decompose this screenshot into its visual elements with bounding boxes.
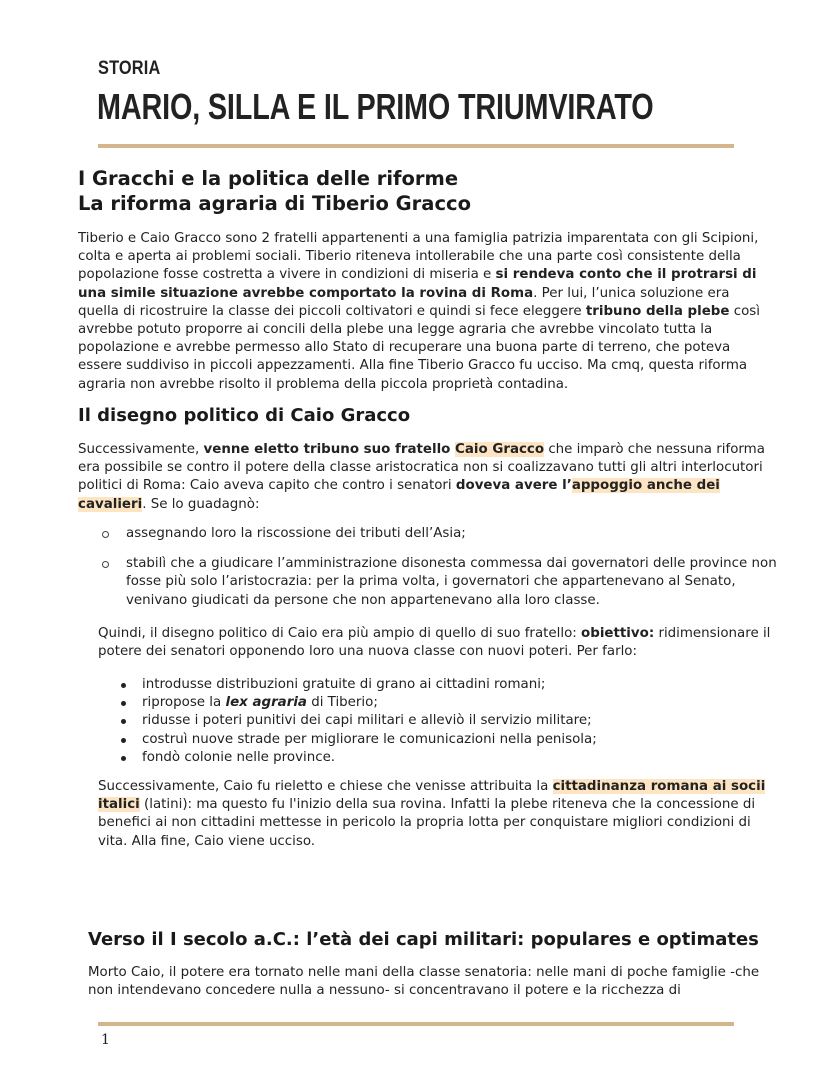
section-title-caio: Il disegno politico di Caio Gracco	[78, 405, 411, 426]
list-item: fondò colonie nelle province.	[116, 749, 766, 767]
section-subtitle-riforma-agraria: La riforma agraria di Tiberio Gracco	[78, 192, 471, 215]
list-item: introdusse distribuzioni gratuite di grano ai cittadini romani;	[116, 676, 766, 694]
cavalieri-list	[98, 525, 778, 610]
list-item: costruì nuove strade per migliorare le comunicazioni nella penisola;	[116, 731, 766, 749]
paragraph-tiberio: Tiberio e Caio Gracco sono 2 fratelli appartenenti a una famiglia patrizia imparentata con gli Scipioni, colta e aperta ai problemi sociali. Tiberio riteneva intollerabile che una parte così consistente della popolazione fosse costretta a vivere in condizioni di miseria e si rendeva conto che il protrarsi di una simile situazione avrebbe comportato la rovina di Roma. Per lui, l’unica soluzione era quella di ricostruire la classe dei piccoli coltivatori e quindi si fece eleggere tribuno della plebe così avrebbe potuto proporre ai concili della plebe una legge agraria che avrebbe vincolato tutta la popolazione e avrebbe permesso allo Stato di recuperare una buona parte di terreno, che poteva essere suddiviso in piccoli appezzamenti. Alla fine Tiberio Gracco fu ucciso. Ma cmq, questa riforma agraria non avrebbe risolto il problema della piccola proprietà contadina.	[78, 231, 760, 392]
header-divider	[98, 144, 734, 148]
list-item: stabilì che a giudicare l’amministrazione disonesta commessa dai governatori delle province non fosse più solo l’aristocrazia: per la prima volta, i governatori che appartenevano al Senato, venivano giudicati da persone che non appartenevano alla loro classe.	[98, 555, 778, 610]
list-item: assegnando loro la riscossione dei tributi dell’Asia;	[98, 525, 778, 543]
paragraph-morto-caio: Morto Caio, il potere era tornato nelle mani della classe senatoria: nelle mani di poche famiglie -che non intendevano concedere nulla a nessuno- si concentravano il potere e la ricchezza di	[88, 965, 760, 999]
page-number: 1	[101, 1032, 110, 1048]
page-title: MARIO, SILLA E IL PRIMO TRIUMVIRATO	[97, 86, 654, 127]
paragraph-caio-intro: Successivamente, venne eletto tribuno suo fratello Caio Gracco che imparò che nessuna riforma era possibile se contro il potere della classe aristocratica non si coalizzavano tutti gli altri interlocutori politici di Roma: Caio aveva capito che contro i senatori doveva avere l’appoggio anche dei cavalieri. Se lo guadagnò:	[78, 442, 765, 512]
subject-label: STORIA	[98, 58, 161, 79]
list-item: ripropose la lex agraria di Tiberio;	[116, 694, 766, 712]
riforme-list	[116, 676, 766, 767]
paragraph-obiettivo: Quindi, il disegno politico di Caio era più ampio di quello di suo fratello: obiettivo: ridimensionare il potere dei senatori opponendo loro una nuova classe con nuovi poteri. Per farlo:	[98, 626, 771, 660]
section-title-gracchi: I Gracchi e la politica delle riforme	[78, 167, 459, 190]
list-item: ridusse i poteri punitivi dei capi militari e alleviò il servizio militare;	[116, 712, 766, 730]
section-title-capi-militari: Verso il I secolo a.C.: l’età dei capi militari: populares e optimates	[88, 929, 759, 950]
footer-divider	[98, 1022, 734, 1026]
paragraph-cittadinanza: Successivamente, Caio fu rieletto e chiese che venisse attribuita la cittadinanza romana ai socii italici (latini): ma questo fu l'inizio della sua rovina. Infatti la plebe riteneva che la concessione di benefici ai non cittadini mettesse in pericolo la propria lotta per conquistare migliori condizioni di vita. Alla fine, Caio viene ucciso.	[98, 779, 766, 849]
